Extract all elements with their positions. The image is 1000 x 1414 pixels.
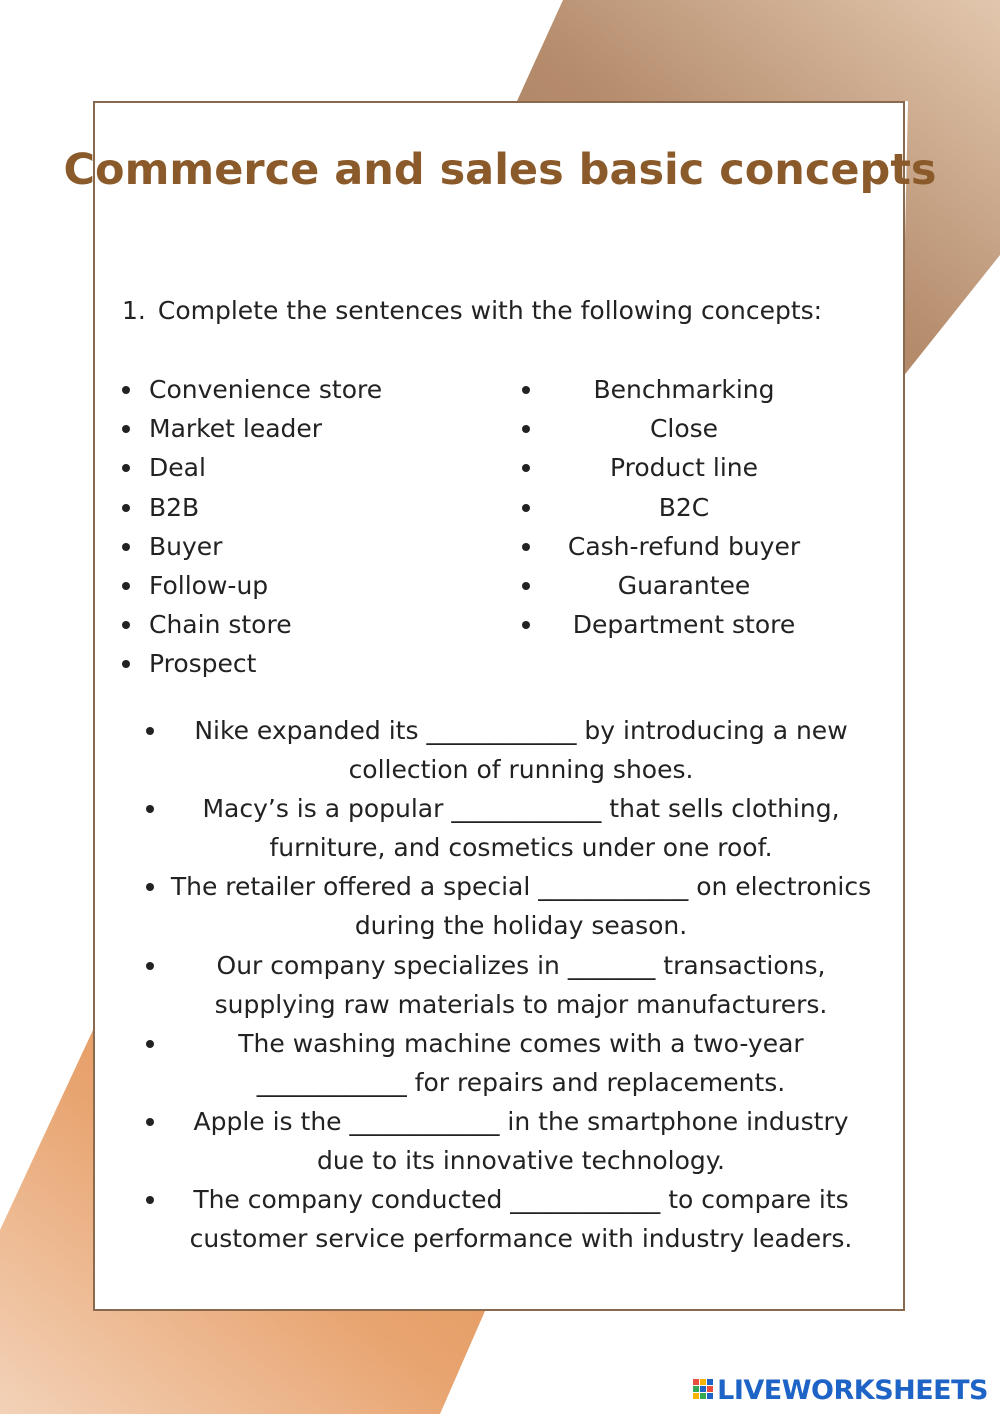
- sentences-list: [140, 711, 900, 1258]
- concept-label: Deal: [149, 453, 206, 483]
- bullet-icon: [122, 543, 130, 551]
- bullet-icon: [522, 386, 530, 394]
- liveworksheets-brand[interactable]: [692, 1372, 988, 1408]
- concept-label: Department store: [572, 610, 796, 640]
- bullet-icon: [146, 1040, 154, 1048]
- concept-label: Cash-refund buyer: [567, 531, 801, 561]
- sentence-item: [140, 946, 900, 1024]
- sentence-item: [140, 789, 900, 867]
- bullet-icon: [522, 543, 530, 551]
- brand-text: LIVEWORKSHEETS: [717, 1374, 988, 1406]
- sentence-text: Nike expanded its ____________ by introducing a new collection of running shoes.: [194, 716, 848, 785]
- bullet-icon: [522, 582, 530, 590]
- concept-label: Convenience store: [149, 375, 383, 404]
- concept-label: Follow-up: [149, 570, 269, 600]
- list-item: [120, 605, 500, 644]
- list-item: [520, 448, 820, 487]
- bullet-icon: [122, 582, 130, 590]
- bullet-icon: [122, 504, 130, 512]
- concept-label: Prospect: [149, 649, 257, 679]
- bullet-icon: [122, 386, 130, 394]
- sentence-text: The company conducted ____________ to compare its customer service performance with industry leaders.: [189, 1185, 853, 1254]
- concept-label: Market leader: [149, 414, 323, 444]
- concepts-list-left: [120, 370, 500, 684]
- sentence-item: [140, 1102, 900, 1180]
- concepts-list-right: [520, 370, 820, 644]
- list-item: [120, 488, 500, 527]
- sentence-text: Macy’s is a popular ____________ that sells clothing, furniture, and cosmetics under one roof.: [202, 794, 840, 863]
- page-title: Commerce and sales basic concepts: [63, 145, 937, 195]
- bullet-icon: [522, 504, 530, 512]
- concept-label: B2C: [658, 492, 710, 522]
- sentence-text: Apple is the ____________ in the smartphone industry due to its innovative technology.: [193, 1106, 849, 1176]
- list-item: [120, 527, 500, 566]
- concept-label: Guarantee: [617, 570, 751, 600]
- list-item: [120, 566, 500, 605]
- concept-label: Product line: [610, 453, 758, 483]
- concept-label: B2B: [149, 492, 200, 522]
- sentence-item: [140, 711, 900, 789]
- sentence-item: [140, 867, 900, 945]
- concept-label: Buyer: [149, 531, 223, 561]
- instruction: [122, 293, 822, 329]
- concept-label: Close: [649, 414, 719, 444]
- list-item: [520, 488, 820, 527]
- list-item: [120, 448, 500, 487]
- sentence-text: Our company specializes in _______ transactions, supplying raw materials to major manufacturers.: [214, 950, 828, 1019]
- concept-label: Chain store: [149, 610, 292, 640]
- list-item: [520, 566, 820, 605]
- bullet-icon: [146, 727, 154, 735]
- sentence-text: The washing machine comes with a two-year ____________ for repairs and replacements.: [238, 1028, 804, 1097]
- concept-label: Benchmarking: [593, 375, 775, 404]
- list-item: [520, 527, 820, 566]
- list-item: [520, 605, 820, 644]
- bullet-icon: [146, 962, 154, 970]
- list-item: [120, 409, 500, 448]
- sentence-item: [140, 1180, 900, 1258]
- instruction-text: Complete the sentences with the following concepts:: [157, 296, 823, 325]
- instruction-number: 1.: [122, 296, 146, 325]
- liveworksheets-logo-icon: [692, 1377, 714, 1403]
- list-item: [520, 409, 820, 448]
- list-item: [120, 370, 500, 409]
- list-item: [120, 644, 500, 683]
- sentence-text: The retailer offered a special ____________ on electronics during the holiday season.: [170, 872, 872, 941]
- sentence-item: [140, 1024, 900, 1102]
- bullet-icon: [146, 1118, 154, 1126]
- list-item: [520, 370, 820, 409]
